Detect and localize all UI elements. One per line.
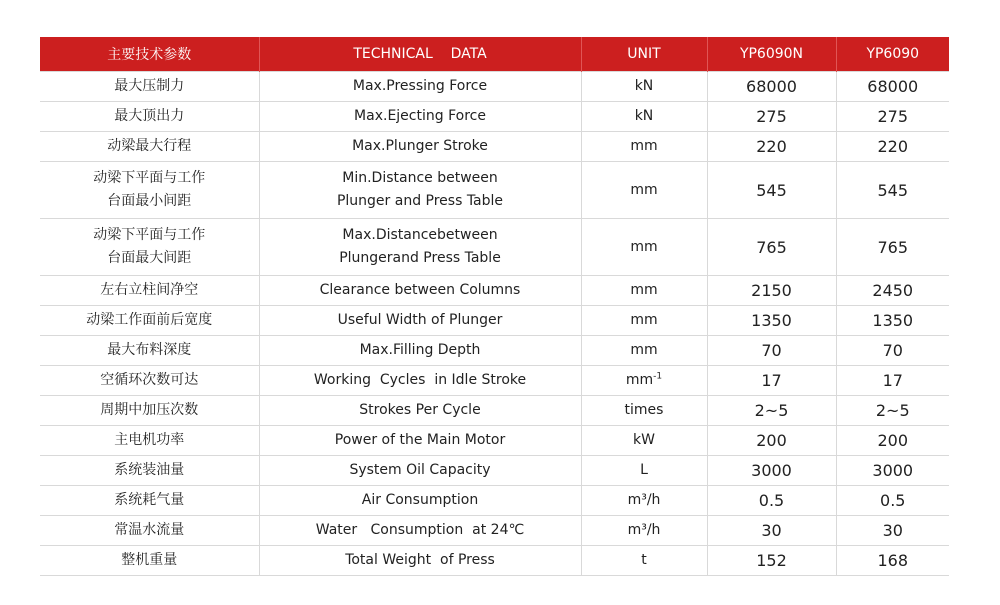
param-cn: 动梁最大行程 (40, 132, 259, 162)
value-yp6090n: 275 (707, 102, 836, 132)
param-unit: mm (581, 219, 707, 276)
value-yp6090: 2450 (836, 276, 949, 306)
param-en-line2: Plunger and Press Table (336, 193, 504, 209)
table-row (40, 72, 949, 102)
header-model-yp6090: YP6090 (836, 37, 949, 72)
table-row (40, 306, 949, 336)
param-cn: 系统耗气量 (40, 486, 259, 516)
value-yp6090: 765 (836, 219, 949, 276)
param-en: System Oil Capacity (259, 456, 581, 486)
param-unit: times (581, 396, 707, 426)
param-en (259, 162, 581, 219)
value-yp6090n: 765 (707, 219, 836, 276)
param-en: Strokes Per Cycle (259, 396, 581, 426)
table-row (40, 102, 949, 132)
param-unit: mm (581, 276, 707, 306)
value-yp6090n: 30 (707, 516, 836, 546)
param-cn: 周期中加压次数 (40, 396, 259, 426)
param-en-line1: Min.Distance between (342, 170, 498, 186)
param-cn: 最大顶出力 (40, 102, 259, 132)
value-yp6090: 30 (836, 516, 949, 546)
param-cn: 最大压制力 (40, 72, 259, 102)
param-cn: 整机重量 (40, 546, 259, 576)
param-en: Water Consumption at 24℃ (259, 516, 581, 546)
value-yp6090n: 1350 (707, 306, 836, 336)
table-row (40, 162, 949, 219)
param-en: Max.Plunger Stroke (259, 132, 581, 162)
param-cn (40, 162, 259, 219)
param-cn: 主电机功率 (40, 426, 259, 456)
param-cn: 最大布料深度 (40, 336, 259, 366)
value-yp6090: 220 (836, 132, 949, 162)
param-unit: mm (581, 306, 707, 336)
value-yp6090n: 70 (707, 336, 836, 366)
table-row (40, 336, 949, 366)
param-cn-line2: 台面最大间距 (107, 250, 192, 266)
table-row (40, 426, 949, 456)
param-cn: 系统装油量 (40, 456, 259, 486)
param-cn: 常温水流量 (40, 516, 259, 546)
unit-base: mm (625, 372, 654, 388)
table-row (40, 132, 949, 162)
param-unit: m³/h (581, 486, 707, 516)
value-yp6090: 168 (836, 546, 949, 576)
value-yp6090: 545 (836, 162, 949, 219)
param-en: Max.Filling Depth (259, 336, 581, 366)
param-unit: mm (581, 132, 707, 162)
table-row (40, 486, 949, 516)
param-en: Max.Ejecting Force (259, 102, 581, 132)
table-row (40, 276, 949, 306)
param-cn (40, 219, 259, 276)
table-row (40, 219, 949, 276)
unit-superscript: -1 (653, 371, 663, 382)
header-cn-params: 主要技术参数 (40, 37, 259, 72)
param-en: Useful Width of Plunger (259, 306, 581, 336)
param-en: Total Weight of Press (259, 546, 581, 576)
value-yp6090n: 3000 (707, 456, 836, 486)
value-yp6090n: 68000 (707, 72, 836, 102)
value-yp6090: 2~5 (836, 396, 949, 426)
value-yp6090n: 152 (707, 546, 836, 576)
param-en: Max.Pressing Force (259, 72, 581, 102)
param-unit (581, 366, 707, 396)
param-en: Working Cycles in Idle Stroke (259, 366, 581, 396)
table-row (40, 546, 949, 576)
header-model-yp6090n: YP6090N (707, 37, 836, 72)
param-unit: mm (581, 162, 707, 219)
value-yp6090: 1350 (836, 306, 949, 336)
value-yp6090n: 200 (707, 426, 836, 456)
value-yp6090: 17 (836, 366, 949, 396)
param-en (259, 219, 581, 276)
value-yp6090: 68000 (836, 72, 949, 102)
value-yp6090: 200 (836, 426, 949, 456)
table-row (40, 456, 949, 486)
param-en: Clearance between Columns (259, 276, 581, 306)
param-unit: m³/h (581, 516, 707, 546)
param-unit: mm (581, 336, 707, 366)
value-yp6090n: 0.5 (707, 486, 836, 516)
param-en: Air Consumption (259, 486, 581, 516)
header-unit: UNIT (581, 37, 707, 72)
param-unit: kN (581, 72, 707, 102)
value-yp6090: 3000 (836, 456, 949, 486)
value-yp6090: 0.5 (836, 486, 949, 516)
value-yp6090n: 2150 (707, 276, 836, 306)
value-yp6090: 70 (836, 336, 949, 366)
param-cn-line1: 动梁下平面与工作 (93, 170, 206, 186)
param-cn: 空循环次数可达 (40, 366, 259, 396)
value-yp6090n: 2~5 (707, 396, 836, 426)
param-cn: 左右立柱间净空 (40, 276, 259, 306)
value-yp6090: 275 (836, 102, 949, 132)
header-technical-data: TECHNICAL DATA (259, 37, 581, 72)
spec-table (40, 37, 949, 576)
param-en-line1: Max.Distancebetween (342, 227, 498, 243)
param-unit: kN (581, 102, 707, 132)
param-unit: kW (581, 426, 707, 456)
value-yp6090n: 220 (707, 132, 836, 162)
value-yp6090n: 17 (707, 366, 836, 396)
param-en-line2: Plungerand Press Table (339, 250, 501, 266)
param-cn: 动梁工作面前后宽度 (40, 306, 259, 336)
table-row (40, 396, 949, 426)
table-row (40, 516, 949, 546)
param-cn-line1: 动梁下平面与工作 (93, 227, 206, 243)
param-unit: L (581, 456, 707, 486)
param-en: Power of the Main Motor (259, 426, 581, 456)
param-cn-line2: 台面最小间距 (107, 193, 192, 209)
param-unit: t (581, 546, 707, 576)
header-row (40, 37, 949, 72)
value-yp6090n: 545 (707, 162, 836, 219)
table-row (40, 366, 949, 396)
